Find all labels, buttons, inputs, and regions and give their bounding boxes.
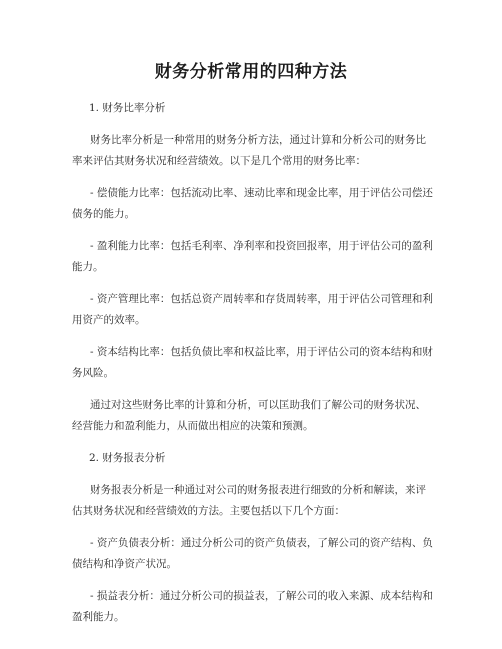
list-item: - 损益表分析：通过分析公司的损益表，了解公司的收入来源、成本结构和盈利能力。 <box>72 590 433 623</box>
section1-conclusion-paragraph: 通过对这些财务比率的计算和分析，可以匡助我们了解公司的财务状况、经营能力和盈利能力，从而做出相应的决策和预测。 <box>72 399 426 432</box>
list-item: - 偿债能力比率：包括流动比率、速动比率和现金比率，用于评估公司偿还债务的能力。 <box>72 187 433 220</box>
section2-intro-paragraph: 财务报表分析是一种通过对公司的财务报表进行细致的分析和解读，来评估其财务状况和经营绩效的方法。主要包括以下几个方面： <box>72 484 426 517</box>
list-item: - 盈利能力比率：包括毛利率、净利率和投资回报率，用于评估公司的盈利能力。 <box>72 240 433 273</box>
list-item: - 资产管理比率：包括总资产周转率和存货周转率，用于评估公司管理和利用资产的效率。 <box>72 293 433 326</box>
section-heading-financial-statement: 2. 财务报表分析 <box>89 452 166 464</box>
list-item: - 资产负债表分析：通过分析公司的资产负债表，了解公司的资产结构、负债结构和净资产状况。 <box>72 537 433 570</box>
section1-intro-paragraph: 财务比率分析是一种常用的财务分析方法，通过计算和分析公司的财务比率来评估其财务状况和经营绩效。以下是几个常用的财务比率： <box>72 134 426 167</box>
document-body <box>72 98 434 639</box>
document-title: 财务分析常用的四种方法 <box>154 62 348 82</box>
list-item: - 资本结构比率：包括负债比率和权益比率，用于评估公司的资本结构和财务风险。 <box>72 346 433 379</box>
section-heading-financial-ratio: 1. 财务比率分析 <box>89 102 166 114</box>
